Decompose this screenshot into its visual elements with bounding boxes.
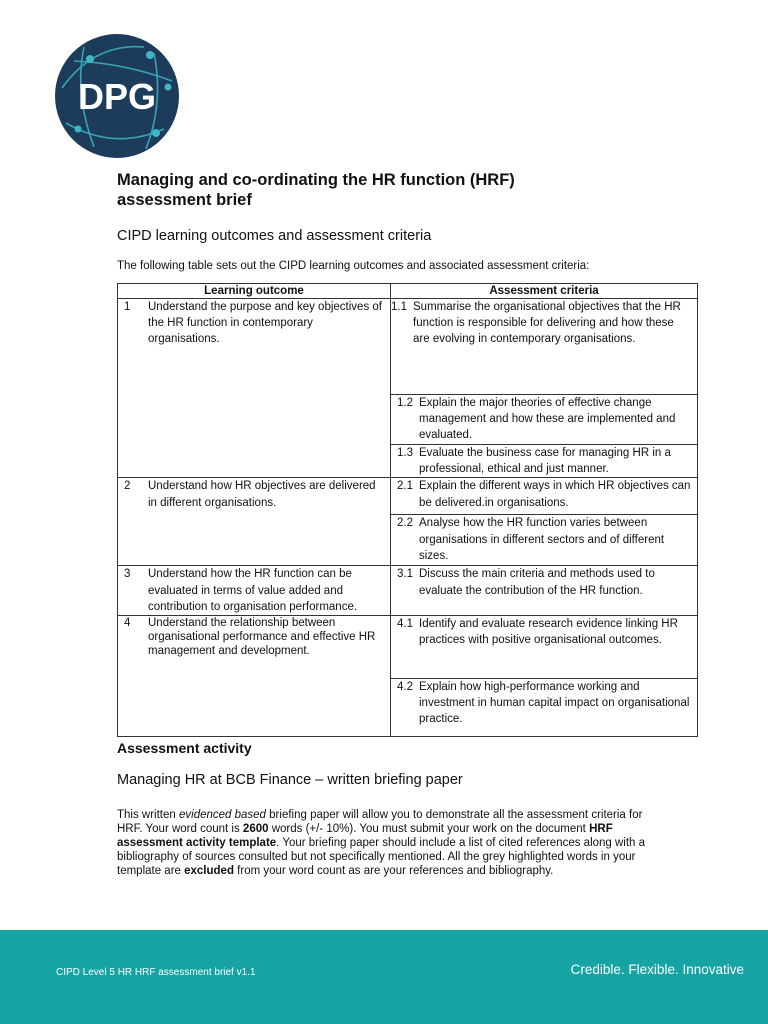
excluded-word: excluded	[184, 865, 234, 877]
word-count: 2600	[242, 823, 269, 835]
para-text: This written	[117, 809, 179, 821]
outcome-cell	[118, 478, 391, 566]
criteria-number: 4.2	[397, 681, 413, 694]
criteria-cell	[391, 515, 698, 566]
criteria-text: Evaluate the business case for managing HR in a professional, ethical and just manner.	[419, 447, 671, 476]
criteria-number: 1.1	[391, 301, 407, 313]
criteria-cell	[391, 299, 698, 395]
assessment-heading: Assessment activity	[117, 740, 252, 756]
outcome-number: 4	[124, 617, 131, 630]
outcome-text: Understand the relationship between organisational performance and effective HR management and development.	[148, 617, 376, 658]
header-learning-outcome: Learning outcome	[118, 284, 391, 299]
header-block	[117, 170, 702, 272]
criteria-text: Identify and evaluate research evidence linking HR practices with positive organisational outcomes.	[419, 618, 678, 647]
table-row	[118, 478, 698, 515]
document-title	[117, 170, 702, 210]
outcome-cell	[118, 566, 391, 616]
outcome-text: Understand the purpose and key objectives of the HR function in contemporary organisations.	[148, 301, 382, 346]
criteria-number: 1.3	[397, 447, 413, 459]
table-row	[118, 299, 698, 395]
title-line-2: assessment brief	[117, 191, 252, 209]
outcome-number: 3	[124, 568, 131, 581]
criteria-text: Explain how high-performance working and investment in human capital impact on organisational practice.	[419, 681, 690, 726]
criteria-text: Discuss the main criteria and methods used to evaluate the contribution of the HR function.	[419, 568, 655, 597]
criteria-text: Summarise the organisational objectives that the HR function is responsible for delivering and how these are evolving in contemporary organisations.	[413, 301, 681, 346]
para-text: from your word count as are your references and bibliography.	[233, 865, 554, 877]
svg-text:DPG: DPG	[77, 76, 157, 117]
criteria-number: 4.1	[397, 618, 413, 631]
criteria-number: 2.2	[397, 517, 413, 530]
assessment-paragraph	[117, 808, 657, 878]
criteria-text: Analyse how the HR function varies between organisations in different sectors and of different sizes.	[419, 517, 665, 562]
criteria-number: 3.1	[397, 568, 413, 581]
criteria-number: 1.2	[397, 397, 413, 409]
intro-text: The following table sets out the CIPD learning outcomes and associated assessment criteria:	[117, 260, 590, 272]
outcome-cell	[118, 299, 391, 478]
table-row	[118, 616, 698, 679]
outcome-text: Understand how HR objectives are delivered in different organisations.	[148, 480, 376, 509]
outcome-cell	[118, 616, 391, 737]
criteria-cell	[391, 395, 698, 445]
table-row	[118, 566, 698, 616]
dpg-logo-icon	[54, 33, 180, 159]
criteria-cell	[391, 679, 698, 737]
criteria-cell	[391, 445, 698, 478]
criteria-number: 2.1	[397, 480, 413, 493]
outcome-number: 1	[124, 301, 131, 313]
criteria-cell	[391, 478, 698, 515]
title-line-1: Managing and co-ordinating the HR function (HRF)	[117, 171, 515, 189]
criteria-text: Explain the major theories of effective change management and how these are implemented and evaluated.	[419, 397, 676, 442]
criteria-cell	[391, 566, 698, 616]
table-header-row	[118, 284, 698, 299]
assessment-subheading: Managing HR at BCB Finance – written briefing paper	[117, 772, 463, 788]
section-subtitle: CIPD learning outcomes and assessment criteria	[117, 228, 432, 244]
outcome-number: 2	[124, 480, 131, 493]
dpg-logo	[54, 33, 180, 159]
para-text: words (+/- 10%). You must submit your work on the document	[268, 823, 590, 835]
footer-document-label: CIPD Level 5 HR HRF assessment brief v1.1	[56, 967, 256, 978]
para-text: . Your briefing paper should include a list of cited references along with a bibliography of sources consulted but not specifically mentioned. All the grey highlighted words in your template are	[117, 837, 646, 877]
para-text: briefing paper will allow you to demonstrate all the assessment criteria for HRF. Your word count is	[117, 809, 643, 835]
header-assessment-criteria: Assessment criteria	[391, 284, 698, 299]
criteria-text: Explain the different ways in which HR objectives can be delivered.in organisations.	[419, 480, 691, 509]
para-emphasis: evidenced based	[179, 809, 266, 821]
outcome-text: Understand how the HR function can be evaluated in terms of value added and contribution to organisation performance.	[148, 568, 358, 613]
criteria-cell	[391, 616, 698, 679]
template-name: HRF assessment activity template	[117, 823, 613, 849]
learning-outcomes-table	[117, 283, 698, 737]
footer-tagline: Credible. Flexible. Innovative	[570, 962, 744, 977]
page-footer	[0, 930, 768, 1024]
